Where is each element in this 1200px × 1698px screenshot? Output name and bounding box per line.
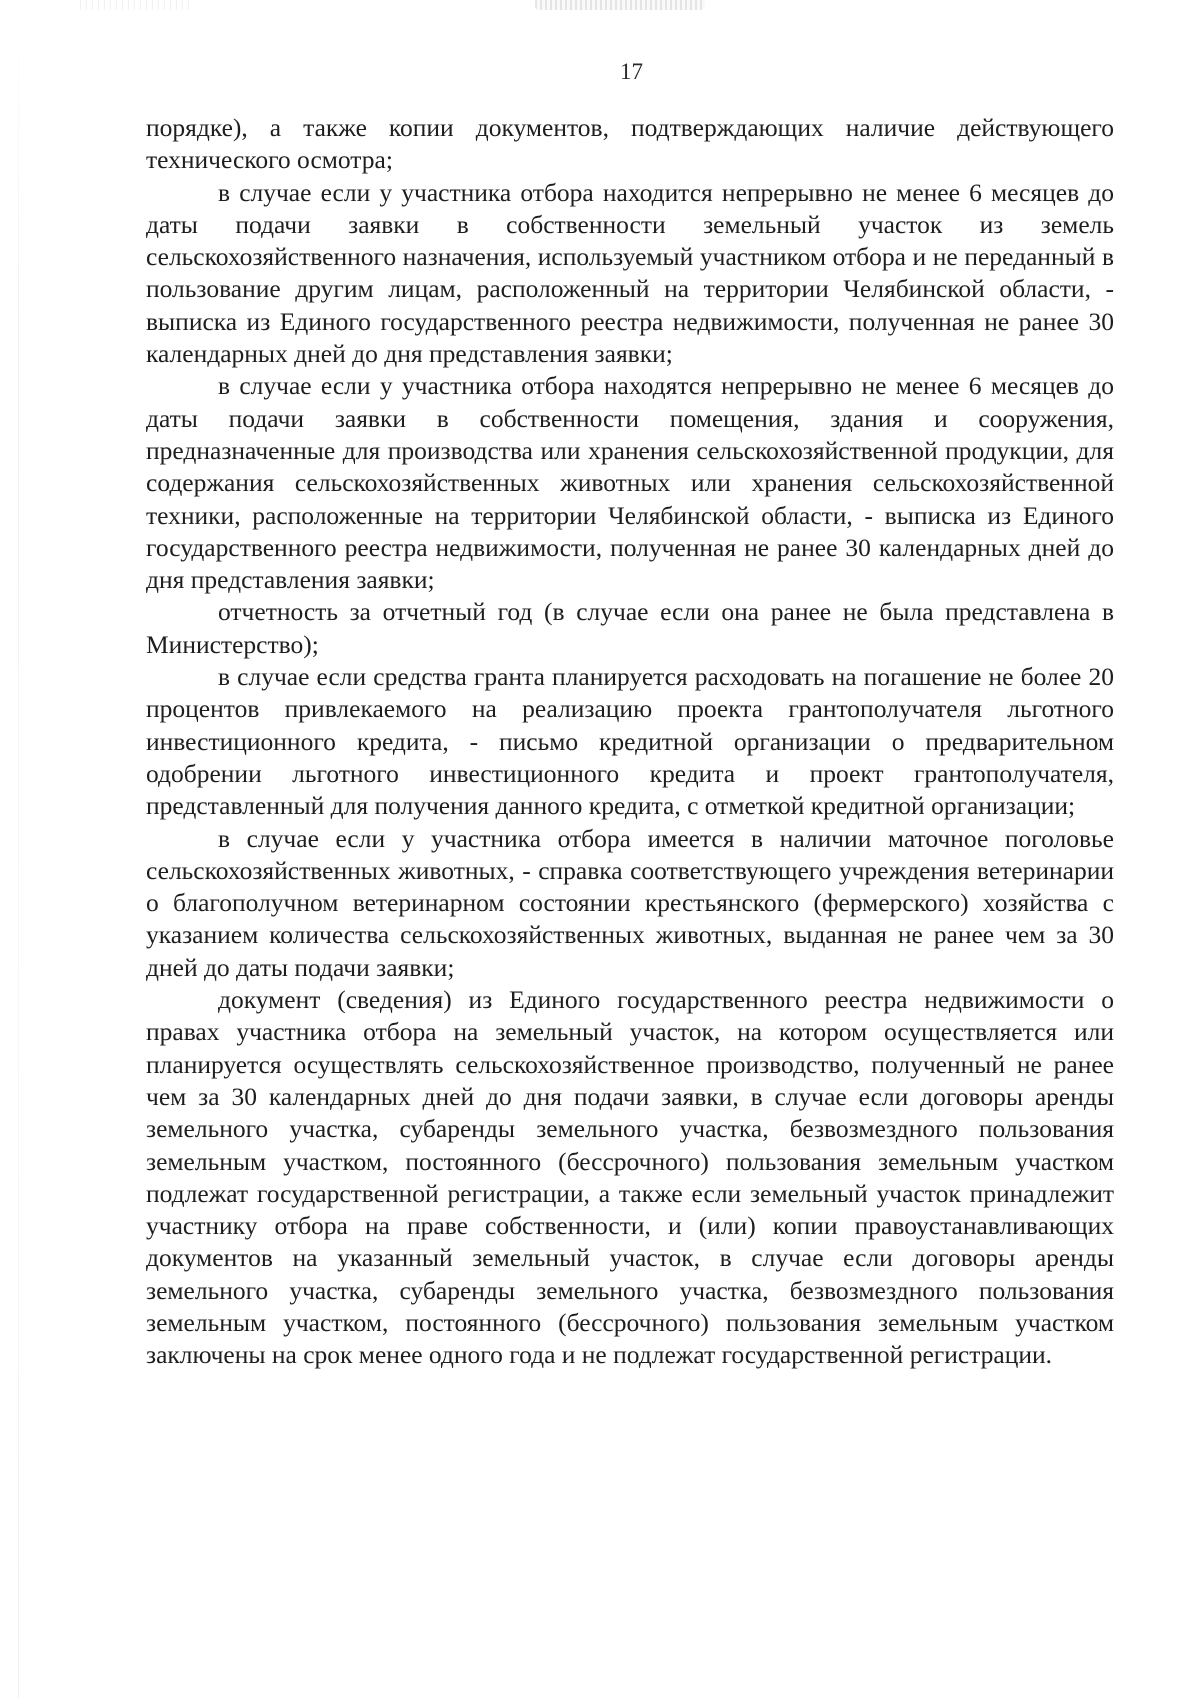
document-body: [146, 112, 1114, 1372]
paragraph-real-estate-registry: документ (сведения) из Единого государственного реестра недвижимости о правах участника отбора на земельный участок, на котором осуществляется или планируется осуществлять сельскохозяйственное производство, полученный не ранее чем за 30 календарных дней до дня подачи заявки, в случае если договоры аренды земельного участка, субаренды земельного участка, безвозмездного пользования земельным участком, постоянного (бессрочного) пользования земельным участком подлежат государственной регистрации, а также если земельный участок принадлежит участнику отбора на праве собственности, и (или) копии правоустанавливающих документов на указанный земельный участок, в случае если договоры аренды земельного участка, субаренды земельного участка, безвозмездного пользования земельным участком, постоянного (бессрочного) пользования земельным участком заключены на срок менее одного года и не подлежат государственной регистрации.: [146, 985, 1114, 1370]
scan-edge-line: [18, 0, 19, 1698]
page-number: 17: [620, 59, 643, 84]
paragraph-annual-report: отчетность за отчетный год (в случае если она ранее не была представлена в Министерство);: [146, 597, 1114, 659]
scan-artifact-top-left: [80, 0, 190, 10]
paragraph-buildings-ownership: в случае если у участника отбора находятся непрерывно не менее 6 месяцев до даты подачи заявки в собственности помещения, здания и сооружения, предназначенные для производства или хранения сельскохозяйственной продукции, для содержания сельскохозяйственных животных или хранения сельскохозяйственной техники, расположенные на территории Челябинской области, - выписка из Единого государственного реестра недвижимости, полученная не ранее 30 календарных дней до дня представления заявки;: [146, 371, 1114, 595]
scan-artifact-top: [535, 0, 705, 10]
paragraph-technical-inspection: порядке), а также копии документов, подтверждающих наличие действующего технического осмотра;: [146, 113, 1114, 175]
paragraph-land-plot-ownership: в случае если у участника отбора находится непрерывно не менее 6 месяцев до даты подачи заявки в собственности земельный участок из земель сельскохозяйственного назначения, используемый участником отбора и не переданный в пользование другим лицам, расположенный на территории Челябинской области, - выписка из Единого государственного реестра недвижимости, полученная не ранее 30 календарных дней до дня представления заявки;: [146, 177, 1114, 369]
paragraph-investment-credit: в случае если средства гранта планируется расходовать на погашение не более 20 процентов привлекаемого на реализацию проекта грантополучателя льготного инвестиционного кредита, - письмо кредитной организации о предварительном одобрении льготного инвестиционного кредита и проект грантополучателя, представленный для получения данного кредита, с отметкой кредитной организации;: [146, 662, 1114, 821]
paragraph-livestock-certificate: в случае если у участника отбора имеется в наличии маточное поголовье сельскохозяйственных животных, - справка соответствующего учреждения ветеринарии о благополучном ветеринарном состоянии крестьянского (фермерского) хозяйства с указанием количества сельскохозяйственных животных, выданная не ранее чем за 30 дней до даты подачи заявки;: [146, 823, 1114, 982]
